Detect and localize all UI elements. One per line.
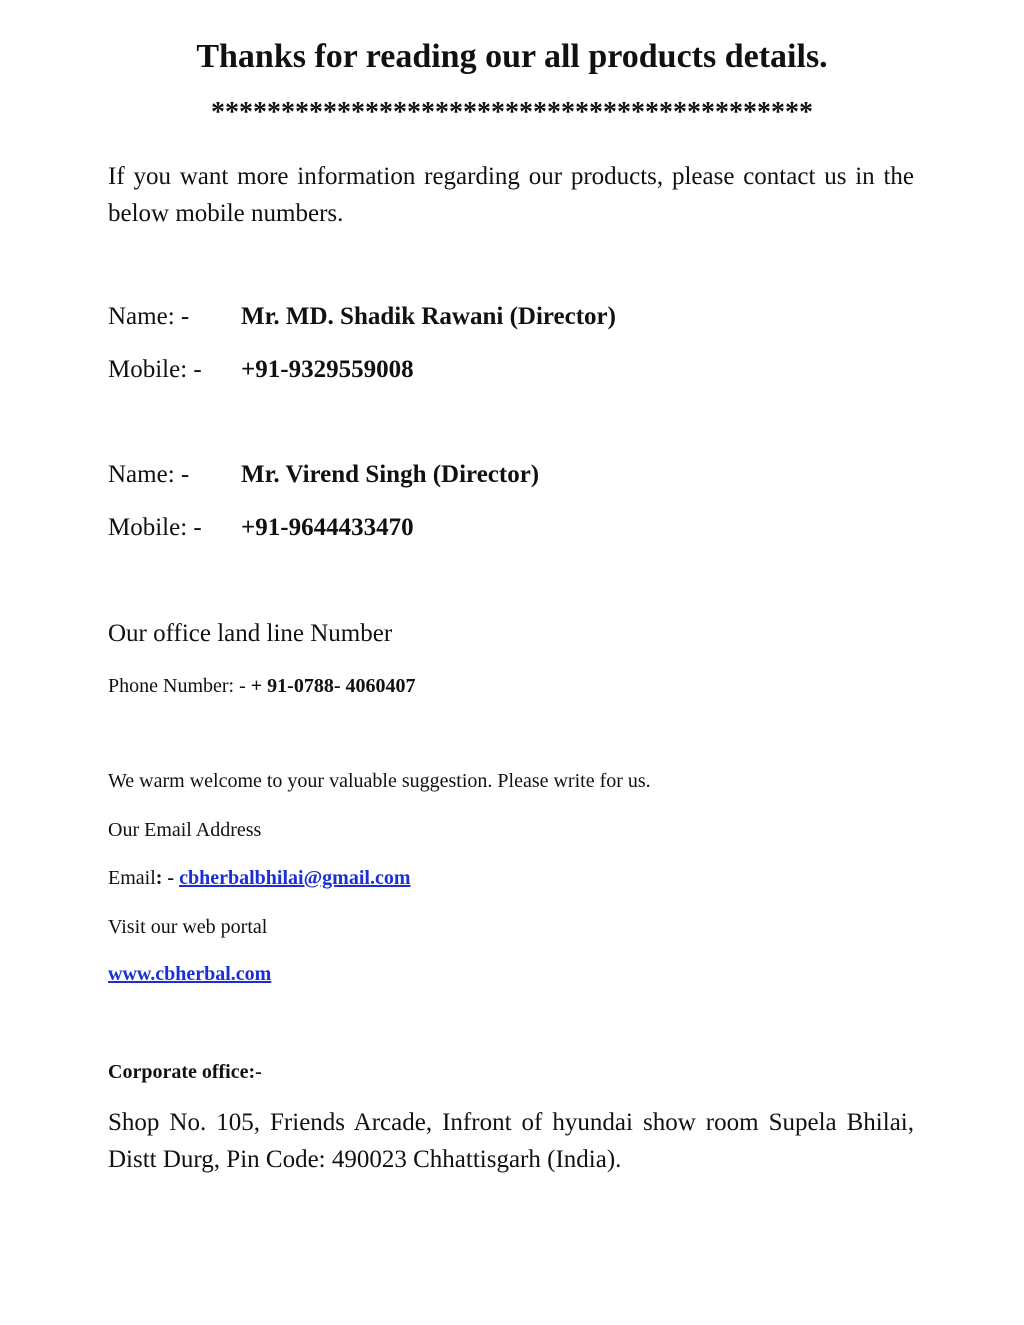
star-divider: ******************************************* xyxy=(211,97,813,128)
corporate-heading: Corporate office:- xyxy=(108,1061,262,1083)
landline-heading: Our office land line Number xyxy=(108,620,393,647)
contact-2-name: Mr. Virend Singh (Director) xyxy=(241,461,540,488)
contact-1-name-row xyxy=(108,301,616,333)
email-heading: Our Email Address xyxy=(108,819,262,841)
page-title: Thanks for reading our all products details. xyxy=(196,38,828,75)
email-row xyxy=(108,864,410,892)
name-label: Name: - xyxy=(108,461,190,488)
email-link[interactable]: cbherbalbhilai@gmail.com xyxy=(179,867,411,889)
contact-1-mobile-row xyxy=(108,354,414,386)
phone-label: Phone Number: - xyxy=(108,675,246,697)
phone-number: + 91-0788- 4060407 xyxy=(250,675,416,697)
email-label: Email xyxy=(108,867,156,889)
name-label: Name: - xyxy=(108,303,190,330)
contact-1-mobile: +91-9329559008 xyxy=(241,356,414,383)
suggestion-text: We warm welcome to your valuable suggestion. Please write for us. xyxy=(108,770,651,792)
contact-2-mobile: +91-9644433470 xyxy=(241,514,414,541)
web-heading: Visit our web portal xyxy=(108,916,268,938)
contact-2-name-row xyxy=(108,459,539,491)
web-link[interactable]: www.cbherbal.com xyxy=(108,963,272,985)
intro-paragraph: If you want more information regarding our products, please contact us in the below mobile numbers. xyxy=(108,163,914,227)
corporate-address: Shop No. 105, Friends Arcade, Infront of hyundai show room Supela Bhilai, Distt Durg, Pin Code: 490023 Chhattisgarh (India). xyxy=(108,1109,914,1173)
email-separator: : - xyxy=(155,867,175,889)
phone-row xyxy=(108,672,415,700)
contact-1-name: Mr. MD. Shadik Rawani (Director) xyxy=(241,303,616,330)
contact-2-mobile-row xyxy=(108,512,414,544)
mobile-label: Mobile: - xyxy=(108,514,202,541)
mobile-label: Mobile: - xyxy=(108,356,202,383)
web-row xyxy=(108,960,271,988)
